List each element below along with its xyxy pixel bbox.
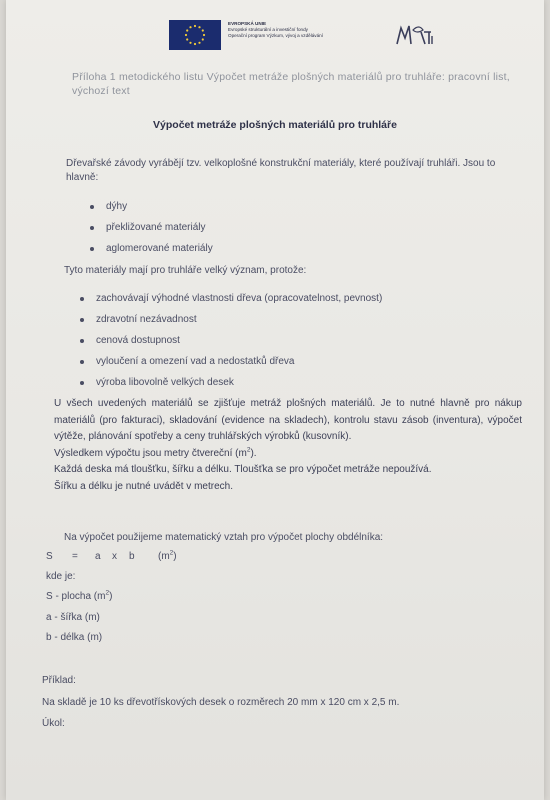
formula-unit: $(m^2)$ <box>158 549 177 562</box>
eu-flag-logo <box>169 20 221 50</box>
eu-star-icon <box>194 43 196 45</box>
definition-S: S - plocha $(m^2)$ <box>46 589 113 602</box>
eu-star-icon <box>202 29 204 31</box>
document-page: EVROPSKÁ UNIE Evropské strukturální a investiční fondy Operační program Výzkum, vývoj a vzdělávání Příloha 1 metodického listu Výpočet metráže plošných materiálů pro truhláře: pracovní list, výchozí text Výpočet metráže plošných materiálů pro truhláře Dřevařské závody vyrábějí tzv. velkoplošné konstrukční materiály, které používají truhláři. Jsou to hlavně: dýhy překližované materiály aglomerované materiály Tyto materiály mají pro truhláře velký význam, protože: zachovávají výhodné vlastnosti dřeva (opracovatelnost, pevnost) zdravotní nezávadnost cenová dostupnost vyloučení a omezení vad a nedostatků dřeva výroba libovolně velkých desek U všech uvedených materiálů se zjišťuje metráž plošných materiálů. Je to nutné hlavně pro nákup materiálů (pro fakturaci), skladování (evidence na skladech), kontrolu stavu zásob (inventura), výpočet výtěže, plánování spotřeby a ceny truhlářských výrobků (kusovník). Výsledkem výpočtu jsou metry čtvereční $(m^2)$. Každá deska má tloušťku, šířku a délku. Tloušťka se pro výpočet metráže nepoužívá. Šířku a délku je nutné uvádět v metrech. Na výpočet použijeme matematický vztah pro výpočet plochy obdélníka: S = a x b $(m^2)$ kde je: S - plocha $(m^2)$ a - šířka (m) b - délka (m) Příklad: Na skladě je 10 ks dřevotřískových desek o rozměrech 20 mm x 120 cm x 2,5 m. Úkol: <box>6 0 544 800</box>
bullet-icon <box>80 318 84 322</box>
eu-line: Operační program Výzkum, vývoj a vzdělávání <box>228 33 323 38</box>
eu-star-icon <box>186 38 188 40</box>
page-title: Výpočet metráže plošných materiálů pro truhláře <box>153 119 397 131</box>
eu-star-icon <box>198 42 200 44</box>
bullet-icon <box>90 226 94 230</box>
formula-a: a <box>95 551 101 562</box>
formula-b: b <box>129 551 135 562</box>
result-text: Výsledkem výpočtu jsou metry čtvereční $(m^2)$. <box>54 446 257 459</box>
example-text: Na skladě je 10 ks dřevotřískových desek o rozměrech 20 mm x 120 cm x 2,5 m. <box>42 697 400 708</box>
eu-star-icon <box>186 29 188 31</box>
bullet-icon <box>80 297 84 301</box>
annex-heading: Příloha 1 metodického listu Výpočet metráže plošných materiálů pro truhláře: pracovní list, výchozí text <box>72 71 510 97</box>
eu-star-icon <box>202 38 204 40</box>
formula-S: S <box>46 551 53 562</box>
units-text: Šířku a délku je nutné uvádět v metrech. <box>54 480 233 492</box>
main-paragraph <box>54 396 522 495</box>
bullet-icon <box>90 205 94 209</box>
eu-star-icon <box>185 34 187 36</box>
eu-star-icon <box>198 26 200 28</box>
definition-b: b - délka (m) <box>46 632 103 643</box>
eu-line: EVROPSKÁ UNIE <box>228 21 267 26</box>
eu-text-block <box>228 21 378 39</box>
bullet-icon <box>90 247 94 251</box>
task-label: Úkol: <box>42 718 65 729</box>
msmt-logo <box>391 20 441 55</box>
eu-star-icon <box>203 34 205 36</box>
eu-star-icon <box>194 25 196 27</box>
paragraph-text: U všech uvedených materiálů se zjišťuje metráž plošných materiálů. Je to nutné hlavně pro nákup materiálů (pro fakturaci), skladování (evidence na skladech), kontrolu stavu zásob (inventura), výpočet výtěže, plánování spotřeby a ceny truhlářských výrobků (kusovník). <box>54 398 522 442</box>
definition-a: a - šířka (m) <box>46 612 100 623</box>
bullet-icon <box>80 339 84 343</box>
where-label: kde je: <box>46 571 76 582</box>
thickness-text: Každá deska má tloušťku, šířku a délku. Tloušťka se pro výpočet metráže nepoužívá. <box>54 464 432 475</box>
eu-stars-icon <box>169 20 221 50</box>
bullet-icon <box>80 360 84 364</box>
eu-star-icon <box>189 42 191 44</box>
formula-times: x <box>112 551 117 562</box>
eu-line: Evropské strukturální a investiční fondy <box>228 27 308 32</box>
formula-equals: = <box>72 551 78 562</box>
eu-star-icon <box>189 26 191 28</box>
bullet-icon <box>80 381 84 385</box>
example-label: Příklad: <box>42 675 76 686</box>
formula-intro: Na výpočet použijeme matematický vztah pro výpočet plochy obdélníka: <box>64 532 384 543</box>
intro-text: Dřevařské závody vyrábějí tzv. velkoplošné konstrukční materiály, které používají truhláři. Jsou to hlavně: <box>66 158 496 183</box>
significance-intro: Tyto materiály mají pro truhláře velký význam, protože: <box>64 265 307 276</box>
